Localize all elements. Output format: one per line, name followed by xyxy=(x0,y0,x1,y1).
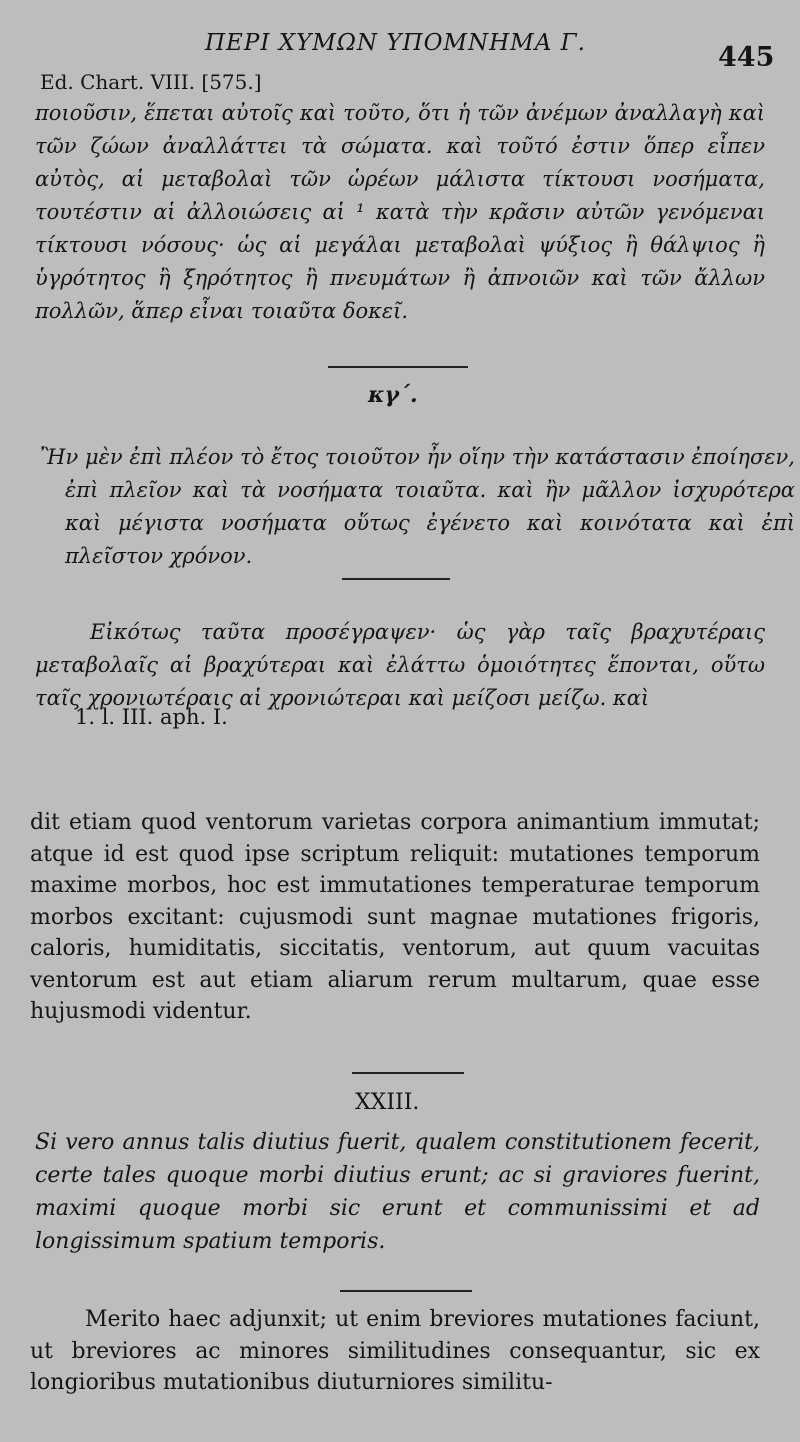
latin-aphorism-text: Si vero annus talis diutius fuerit, qualem constitutionem fecerit, certe tales quoque morbi diutius erunt; ac si graviores fuerint, maximi quoque morbi sic erunt et communissimi et ad longissimum spatium temporis. xyxy=(35,1130,760,1254)
latin-commentary-text-2 xyxy=(30,1304,760,1399)
greek-commentary-paragraph: Εἰκότως ταῦτα προσέγραψεν· ὡς γὰρ ταῖς βραχυτέραις μεταβολαῖς αἱ βραχύτεραι καὶ ἐλάττω ὁμοιότητες ἕπονται, οὕτω ταῖς χρονιωτέραις αἱ χρονιώτεραι καὶ μείζοσι μείζω. καὶ xyxy=(35,620,765,710)
page-number: 445 xyxy=(718,42,775,73)
section-divider xyxy=(340,1290,472,1292)
section-divider xyxy=(328,366,468,368)
edition-reference: Ed. Chart. VIII. [575.] xyxy=(40,70,262,94)
latin-section-number: XXIII. xyxy=(355,1090,420,1115)
latin-commentary-paragraph: Merito haec adjunxit; ut enim breviores mutationes faciunt, ut breviores ac minores similitudines consequantur, sic ex longioribus mutationibus diuturniores similitu- xyxy=(30,1307,760,1395)
greek-aphorism-text xyxy=(35,420,795,594)
section-divider xyxy=(342,578,450,580)
greek-section-number: κγ΄. xyxy=(368,382,418,408)
latin-commentary-text: dit etiam quod ventorum varietas corpora animantium immutat; atque id est quod ipse scriptum reliquit: mutationes temporum maxime morbos, hoc est immutationes temperaturae temporum morbos excitant: cujusmodi sunt magnae mutationes frigoris, caloris, humiditatis, siccitatis, ventorum, aut quum vacuitas ventorum est aut etiam aliarum rerum multarum, quae esse hujusmodi videntur. xyxy=(30,810,760,1024)
greek-commentary-text: ποιοῦσιν, ἕπεται αὐτοῖς καὶ τοῦτο, ὅτι ἡ τῶν ἀνέμων ἀναλλαγὴ καὶ τῶν ζώων ἀναλλάττει τὰ σώματα. καὶ τοῦτό ἐστιν ὅπερ εἶπεν αὐτὸς, αἱ μεταβολαὶ τῶν ὡρέων μάλιστα τίκτουσι νοσήματα, τουτέστιν αἱ ἀλλοιώσεις αἱ ¹ κατὰ τὴν κρᾶσιν αὐτῶν γενόμεναι τίκτουσι νόσους· ὡς αἱ μεγάλαι μεταβολαὶ ψύξιος ἢ θάλψιος ἢ ὑγρότητος ἢ ξηρότητος ἢ πνευμάτων ἢ ἀπνοιῶν καὶ τῶν ἄλλων πολλῶν, ἅπερ εἶναι τοιαῦτα δοκεῖ. xyxy=(35,101,765,323)
footnote-reference: 1. l. III. aph. I. xyxy=(75,705,228,729)
running-title: ΠΕΡΙ ΧΥΜΩΝ ΥΠΟΜΝΗΜΑ Γ. xyxy=(205,30,586,56)
greek-aphorism-paragraph: Ἢν μὲν ἐπὶ πλέον τὸ ἔτος τοιοῦτον ἦν οἵην τὴν κατάστασιν ἐποίησεν, ἐπὶ πλεῖον καὶ τὰ νοσήματα τοιαῦτα. καὶ ἢν μᾶλλον ἰσχυρότερα καὶ μέγιστα νοσήματα οὕτως ἐγένετο καὶ κοινότατα καὶ ἐπὶ πλεῖστον χρόνον. xyxy=(40,445,795,568)
section-divider xyxy=(352,1072,464,1074)
